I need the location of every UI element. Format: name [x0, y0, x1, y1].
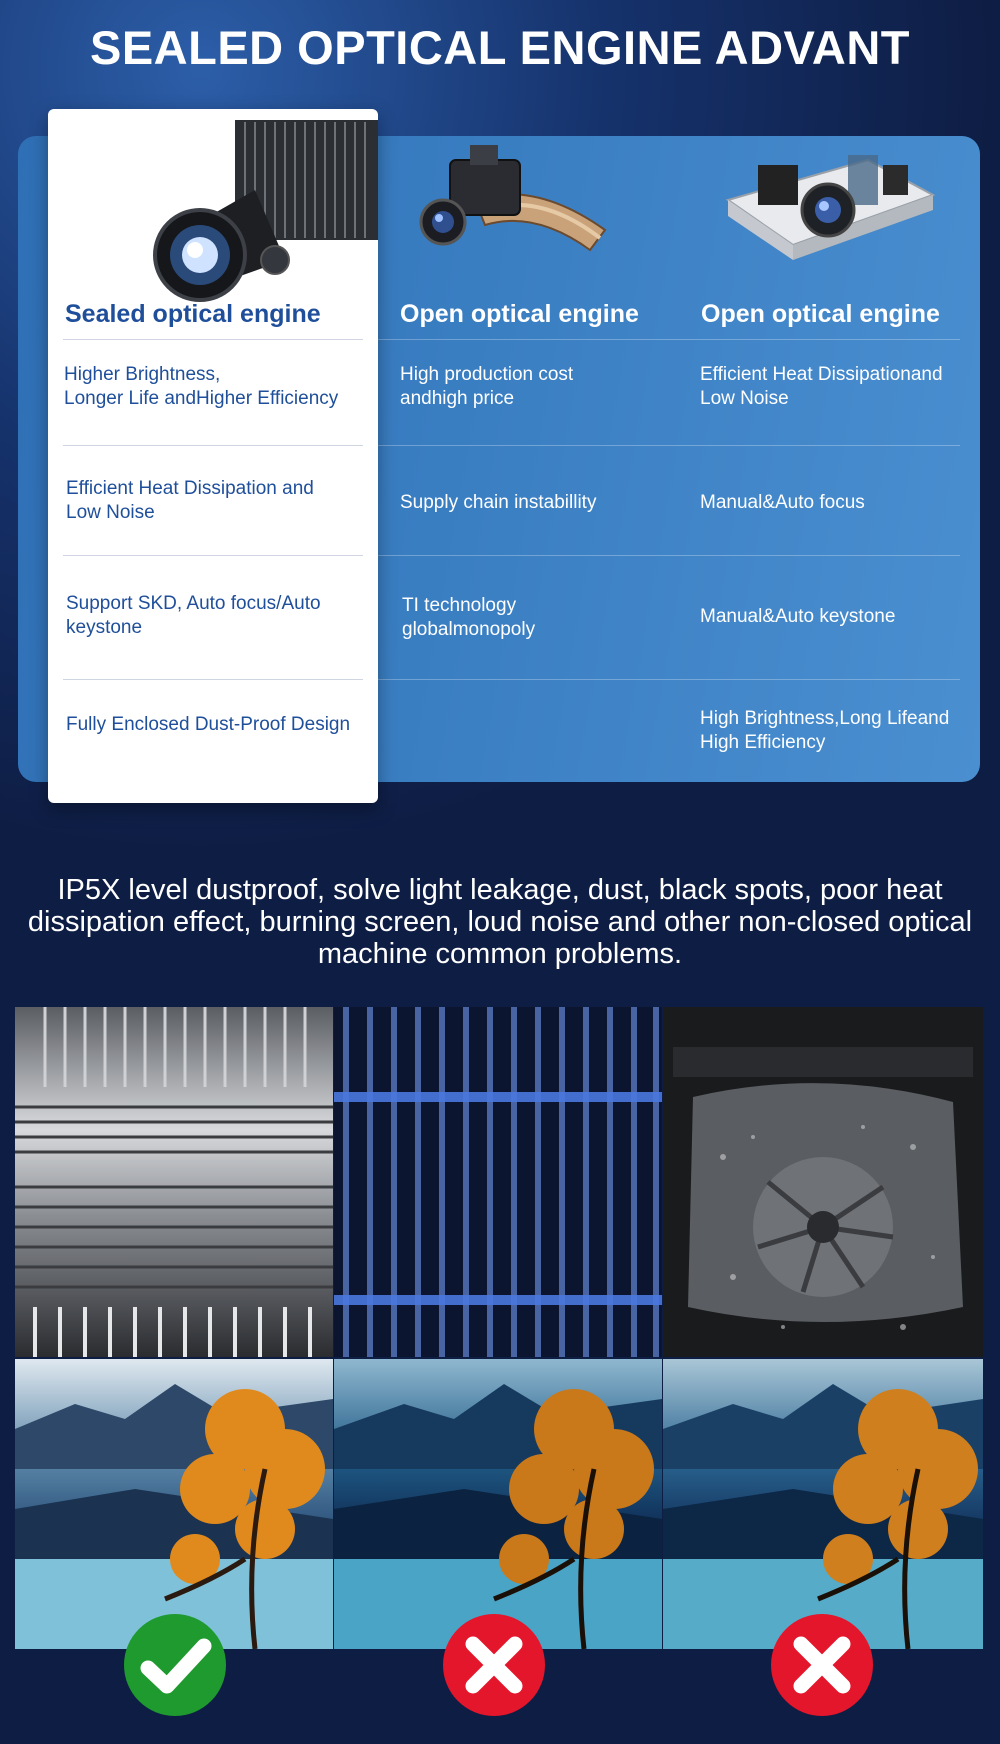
row-divider: [378, 555, 960, 556]
cross-icon: [771, 1614, 873, 1716]
row-divider: [378, 445, 960, 446]
row-divider: [63, 679, 363, 680]
open-1-row-2: Supply chain instabillity: [400, 492, 597, 513]
open-fins-photo: [334, 1007, 662, 1357]
column-heading-sealed: Sealed optical engine: [65, 300, 321, 328]
open-1-row-3: TI technology globalmonopoly: [402, 595, 536, 640]
row-divider: [63, 339, 363, 340]
open-engine-image-2: [718, 140, 938, 265]
row-divider: [63, 445, 363, 446]
open-dusty-fan-photo: [663, 1007, 983, 1357]
cross-icon: [443, 1614, 545, 1716]
row-divider: [378, 339, 960, 340]
open-1-row-1: High production cost andhigh price: [400, 364, 574, 409]
open-2-row-3: Manual&Auto keystone: [700, 606, 896, 627]
open-2-row-1: Efficient Heat Dissipationand Low Noise: [700, 364, 943, 409]
page-title: SEALED OPTICAL ENGINE ADVANT: [89, 21, 911, 74]
sealed-row-2: Efficient Heat Dissipation and Low Noise: [66, 478, 314, 523]
sealed-row-1: Higher Brightness, Longer Life andHigher Efficiency: [64, 364, 339, 409]
sealed-clear-image: [15, 1359, 333, 1649]
open-engine-image-1: [415, 140, 625, 270]
sealed-row-4: Fully Enclosed Dust-Proof Design: [66, 714, 351, 735]
column-heading-open-2: Open optical engine: [701, 300, 940, 328]
sealed-engine-image: [145, 110, 378, 305]
sealed-row-3: Support SKD, Auto focus/Auto keystone: [66, 593, 321, 638]
open-dim-image-2: [663, 1359, 983, 1649]
sealed-heatsink-photo: [15, 1007, 333, 1357]
open-2-row-2: Manual&Auto focus: [700, 492, 865, 513]
open-dim-image-1: [334, 1359, 662, 1649]
dustproof-description: IP5X level dustproof, solve light leakage, dust, black spots, poor heat dissipation effect, burning screen, loud noise and other non-closed optical machine common problems.: [27, 874, 973, 970]
row-divider: [378, 679, 960, 680]
column-heading-open-1: Open optical engine: [400, 300, 639, 328]
check-icon: [124, 1614, 226, 1716]
open-2-row-4: High Brightness,Long Lifeand High Efficiency: [700, 708, 950, 753]
row-divider: [63, 555, 363, 556]
